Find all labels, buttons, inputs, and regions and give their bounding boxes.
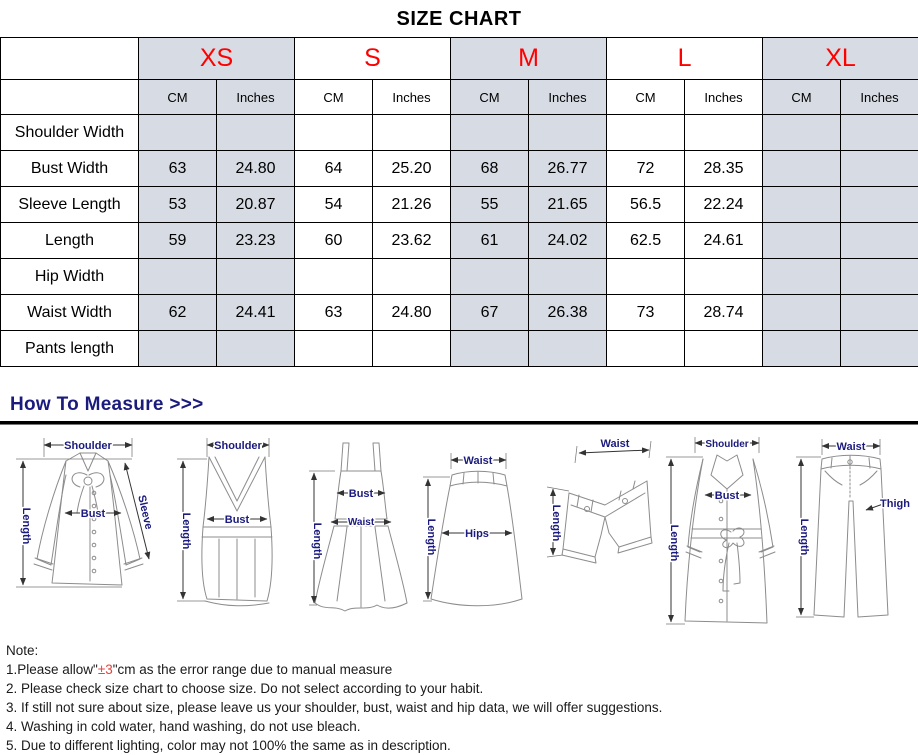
svg-text:Bust: Bust: [349, 488, 374, 500]
svg-text:Waist: Waist: [348, 517, 375, 528]
size-cell: [763, 223, 841, 259]
svg-text:Length: Length: [20, 508, 32, 545]
blouse-drawing: [8, 431, 166, 631]
row-label: Waist Width: [1, 295, 139, 331]
size-cell: [841, 151, 918, 187]
note-line: 4. Washing in cold water, hand washing, do not use bleach.: [6, 717, 918, 736]
table-row: [1, 187, 918, 223]
tank-top-drawing: [167, 431, 305, 631]
svg-text:Sleeve: Sleeve: [135, 494, 155, 531]
size-cell: [841, 259, 918, 295]
size-cell: [139, 331, 217, 367]
size-cell: 60: [295, 223, 373, 259]
size-cell: [685, 331, 763, 367]
size-cell: 21.26: [373, 187, 451, 223]
size-header-row: [1, 38, 918, 80]
unit-header-inches: Inches: [841, 80, 918, 115]
size-cell: [139, 259, 217, 295]
size-cell: [841, 295, 918, 331]
size-cell: [607, 331, 685, 367]
size-cell: 67: [451, 295, 529, 331]
svg-text:Shoulder: Shoulder: [706, 439, 749, 450]
size-cell: [529, 115, 607, 151]
size-cell: 73: [607, 295, 685, 331]
row-label: Bust Width: [1, 151, 139, 187]
size-cell: 24.61: [685, 223, 763, 259]
size-cell: [217, 259, 295, 295]
svg-text:Waist: Waist: [600, 438, 629, 450]
notes-section: [0, 637, 918, 755]
row-label: Sleeve Length: [1, 187, 139, 223]
svg-text:Length: Length: [668, 525, 680, 562]
size-cell: 24.80: [373, 295, 451, 331]
size-header-xs: XS: [139, 38, 295, 80]
skirt-drawing: [418, 431, 534, 631]
size-cell: 68: [451, 151, 529, 187]
note-line: 2. Please check size chart to choose size. Do not select according to your habit.: [6, 679, 918, 698]
svg-text:Thigh: Thigh: [880, 498, 910, 510]
coat-drawing: [661, 431, 791, 636]
table-row: [1, 151, 918, 187]
size-cell: [217, 331, 295, 367]
corner-cell: [1, 38, 139, 80]
size-cell: [139, 115, 217, 151]
size-cell: [841, 331, 918, 367]
size-cell: 23.23: [217, 223, 295, 259]
svg-text:Length: Length: [550, 505, 562, 542]
size-cell: [841, 115, 918, 151]
size-cell: 61: [451, 223, 529, 259]
row-label: Pants length: [1, 331, 139, 367]
size-cell: 63: [295, 295, 373, 331]
how-to-measure-heading: How To Measure >>>: [10, 394, 918, 416]
size-cell: [763, 187, 841, 223]
size-header-l: L: [607, 38, 763, 80]
table-row: [1, 223, 918, 259]
unit-header-cm: CM: [763, 80, 841, 115]
size-cell: [451, 331, 529, 367]
size-cell: [763, 295, 841, 331]
size-cell: [217, 115, 295, 151]
size-header-s: S: [295, 38, 451, 80]
svg-text:Bust: Bust: [715, 490, 740, 502]
unit-header-inches: Inches: [529, 80, 607, 115]
svg-text:Shoulder: Shoulder: [214, 440, 262, 452]
size-header-xl: XL: [763, 38, 918, 80]
size-cell: [685, 115, 763, 151]
unit-header-inches: Inches: [685, 80, 763, 115]
size-cell: [763, 259, 841, 295]
note-line: 3. If still not sure about size, please leave us your shoulder, bust, waist and hip data, we will offer suggestions.: [6, 698, 918, 717]
note-line: 5. Due to different lighting, color may not 100% the same as in description.: [6, 736, 918, 755]
unit-header-inches: Inches: [373, 80, 451, 115]
svg-text:Bust: Bust: [81, 508, 106, 520]
size-cell: 28.74: [685, 295, 763, 331]
unit-header-inches: Inches: [217, 80, 295, 115]
size-cell: [373, 115, 451, 151]
row-label: Shoulder Width: [1, 115, 139, 151]
row-label: Length: [1, 223, 139, 259]
svg-text:Waist: Waist: [836, 441, 865, 453]
unit-header-row: [1, 80, 918, 115]
svg-text:Hips: Hips: [465, 528, 489, 540]
size-cell: 62: [139, 295, 217, 331]
size-cell: [451, 259, 529, 295]
size-cell: 21.65: [529, 187, 607, 223]
size-cell: 53: [139, 187, 217, 223]
note-highlight: ±3: [98, 662, 113, 677]
row-label: Hip Width: [1, 259, 139, 295]
unit-header-cm: CM: [451, 80, 529, 115]
size-cell: 23.62: [373, 223, 451, 259]
size-cell: [295, 259, 373, 295]
measure-figures: [0, 425, 918, 637]
size-cell: 22.24: [685, 187, 763, 223]
size-cell: [841, 187, 918, 223]
size-cell: 26.77: [529, 151, 607, 187]
size-cell: 24.41: [217, 295, 295, 331]
table-row: [1, 115, 918, 151]
size-cell: 54: [295, 187, 373, 223]
size-cell: [451, 115, 529, 151]
size-cell: 59: [139, 223, 217, 259]
size-cell: 64: [295, 151, 373, 187]
size-cell: [763, 151, 841, 187]
svg-text:Length: Length: [425, 519, 437, 556]
size-cell: 72: [607, 151, 685, 187]
size-cell: [841, 223, 918, 259]
shorts-drawing: [535, 431, 661, 631]
size-cell: [607, 259, 685, 295]
size-header-m: M: [451, 38, 607, 80]
svg-text:Waist: Waist: [464, 455, 493, 467]
unit-header-cm: CM: [607, 80, 685, 115]
size-cell: [295, 331, 373, 367]
note-line: 1.Please allow"±3"cm as the error range due to manual measure: [6, 660, 918, 679]
size-cell: [529, 331, 607, 367]
svg-text:Length: Length: [798, 519, 810, 556]
table-row: [1, 295, 918, 331]
dress-drawing: [305, 431, 417, 631]
size-cell: 26.38: [529, 295, 607, 331]
size-cell: [373, 259, 451, 295]
size-cell: 56.5: [607, 187, 685, 223]
size-cell: [685, 259, 763, 295]
size-cell: 62.5: [607, 223, 685, 259]
pants-drawing: [792, 431, 910, 631]
unit-header-cm: CM: [295, 80, 373, 115]
corner-cell: [1, 80, 139, 115]
svg-text:Shoulder: Shoulder: [64, 440, 112, 452]
size-cell: 28.35: [685, 151, 763, 187]
size-cell: [373, 331, 451, 367]
size-cell: 25.20: [373, 151, 451, 187]
notes-title: Note:: [6, 641, 918, 660]
svg-text:Bust: Bust: [224, 514, 249, 526]
size-cell: 63: [139, 151, 217, 187]
size-cell: 24.02: [529, 223, 607, 259]
size-chart-table: [0, 37, 918, 367]
page-title: SIZE CHART: [0, 0, 918, 37]
table-row: [1, 331, 918, 367]
size-cell: [763, 331, 841, 367]
size-cell: [295, 115, 373, 151]
size-cell: [529, 259, 607, 295]
size-cell: [763, 115, 841, 151]
size-cell: 24.80: [217, 151, 295, 187]
size-cell: [607, 115, 685, 151]
svg-text:Length: Length: [311, 523, 323, 560]
table-row: [1, 259, 918, 295]
size-cell: 20.87: [217, 187, 295, 223]
unit-header-cm: CM: [139, 80, 217, 115]
size-cell: 55: [451, 187, 529, 223]
svg-text:Length: Length: [180, 513, 192, 550]
